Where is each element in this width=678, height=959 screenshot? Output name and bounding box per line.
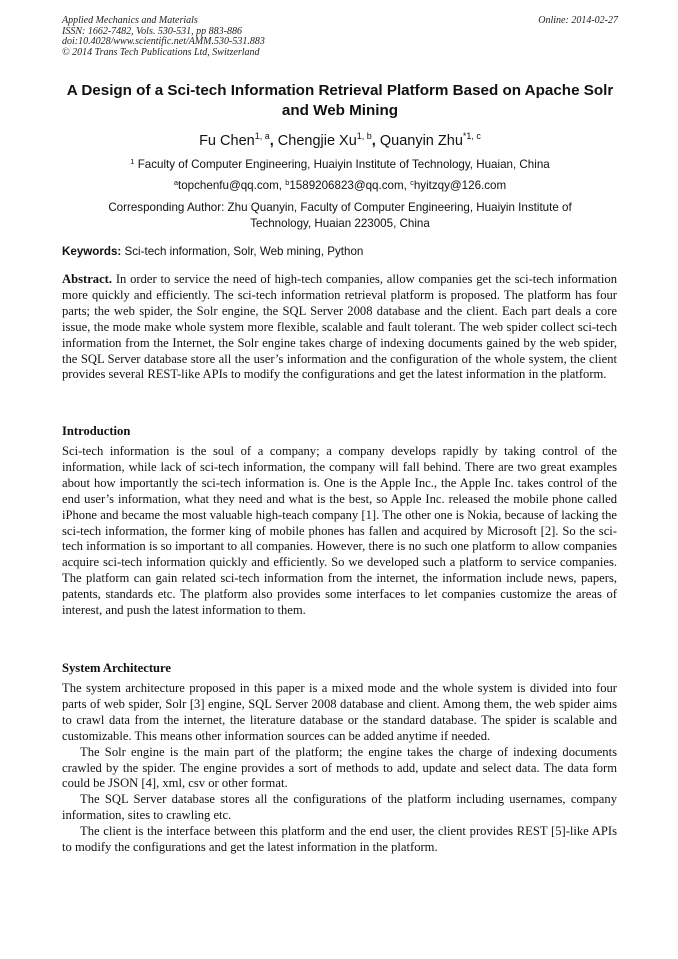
online-date: Online: 2014-02-27	[538, 15, 618, 26]
journal-doi: doi:10.4028/www.scientific.net/AMM.530-531.883	[62, 36, 265, 47]
abstract-label: Abstract.	[62, 272, 113, 286]
architecture-paragraph-4: The client is the interface between this platform and the end user, the client provides REST [5]-like APIs to modify the configurations and get the latest information in the platform.	[62, 824, 617, 855]
introduction-paragraph: Sci-tech information is the soul of a company; a company develops rapidly by taking control of the information, while lack of sci-tech information, the company will fall behind. There are two great examples about how importantly the sci-tech information is. One is the Apple Inc., the Apple Inc. takes control of the end user’s information, what they need and what is the best, so Apple Inc. released the mobile phone called iPhone and became the most valuable high-teach company [1]. The other one is Nokia, because of lacking the sci-tech information, the former king of mobile phones has fallen and acquired by Microsoft [2]. So the sci-tech information is so important to all companies. However, there is no such one platform to allow companies acquire sci-tech information quickly and efficiently. So we developed such a platform to service companies. The platform can gain related sci-tech information from the internet, the information include news, papers, patents, standards etc. The platform also provides some interfaces to let companies customize the areas of interest, and push the latest information to them.	[62, 444, 617, 618]
author-3: Quanyin Zhu$^{*1, c}$	[379, 131, 481, 149]
journal-copyright: © 2014 Trans Tech Publications Ltd, Switzerland	[62, 46, 260, 58]
architecture-paragraph-1: The system architecture proposed in this paper is a mixed mode and the whole system is divided into four parts of web spider, Solr [3] engine, SQL Server 2008 database and client. Among them, the web spider aims to crawl data from the internet, the literature database or the standard database. The spider is scalable and customizable. This means other information sources can be added anytime if needed.	[62, 681, 617, 743]
architecture-paragraph-3: The SQL Server database stores all the configurations of the platform including usernames, company information, sites to crawling etc.	[62, 792, 617, 823]
author-2: Chengjie Xu$^{1, b}$,	[277, 131, 380, 149]
email-3: $^c$hyitzqy@126.com	[410, 178, 507, 192]
corresponding-author: Corresponding Author: Zhu Quanyin, Faculty of Computer Engineering, Huaiyin Institute of Technology, Huaian 223005, China	[108, 201, 572, 230]
email-2: $^b$1589206823@qq.com,	[285, 178, 411, 192]
journal-issn: ISSN: 1662-7482, Vols. 530-531, pp 883-886	[62, 25, 242, 37]
affiliation: $^1$ Faculty of Computer Engineering, Huaiyin Institute of Technology, Huaian, China	[130, 157, 550, 171]
author-emails	[62, 178, 618, 194]
paper-title: A Design of a Sci-tech Information Retrieval Platform Based on Apache Solr and Web Mining	[66, 82, 614, 119]
system-architecture-body	[62, 681, 617, 856]
keywords-label: Keywords:	[62, 245, 122, 258]
journal-name: Applied Mechanics and Materials	[62, 15, 198, 26]
email-1: $^a$topchenfu@qq.com,	[173, 178, 286, 192]
journal-header	[62, 16, 618, 58]
abstract	[62, 272, 617, 383]
keywords-text: Sci-tech information, Solr, Web mining, Python	[124, 245, 364, 258]
abstract-text: In order to service the need of high-tech companies, allow companies get the sci-tech information more quickly and efficiently. The sci-tech information retrieval platform is proposed. The platform has four parts; the web spider, the Solr engine, the SQL Server 2008 database and the client. Each part deals a core issue, the mode make whole system more flexible, scalable and fault tolerant. The web spider collect sci-tech information from the Internet, the Solr engine takes charge of indexing documents gained by the web spider, the SQL Server database store all the user’s information and the configuration of the whole system, the client provides several REST-like APIs to modify the configurations and get the latest information in the platform.	[62, 272, 618, 382]
section-heading-system-architecture: System Architecture	[62, 661, 172, 675]
section-heading-introduction: Introduction	[62, 424, 131, 438]
author-list	[62, 132, 618, 150]
architecture-paragraph-2: The Solr engine is the main part of the platform; the engine takes the charge of indexing documents crawled by the spider. The engine provides a sort of methods to add, update and select data. The data form could be JSON [4], xml, csv or other format.	[62, 744, 617, 791]
keywords	[62, 244, 618, 259]
author-1: Fu Chen$^{1, a}$,	[199, 131, 278, 149]
